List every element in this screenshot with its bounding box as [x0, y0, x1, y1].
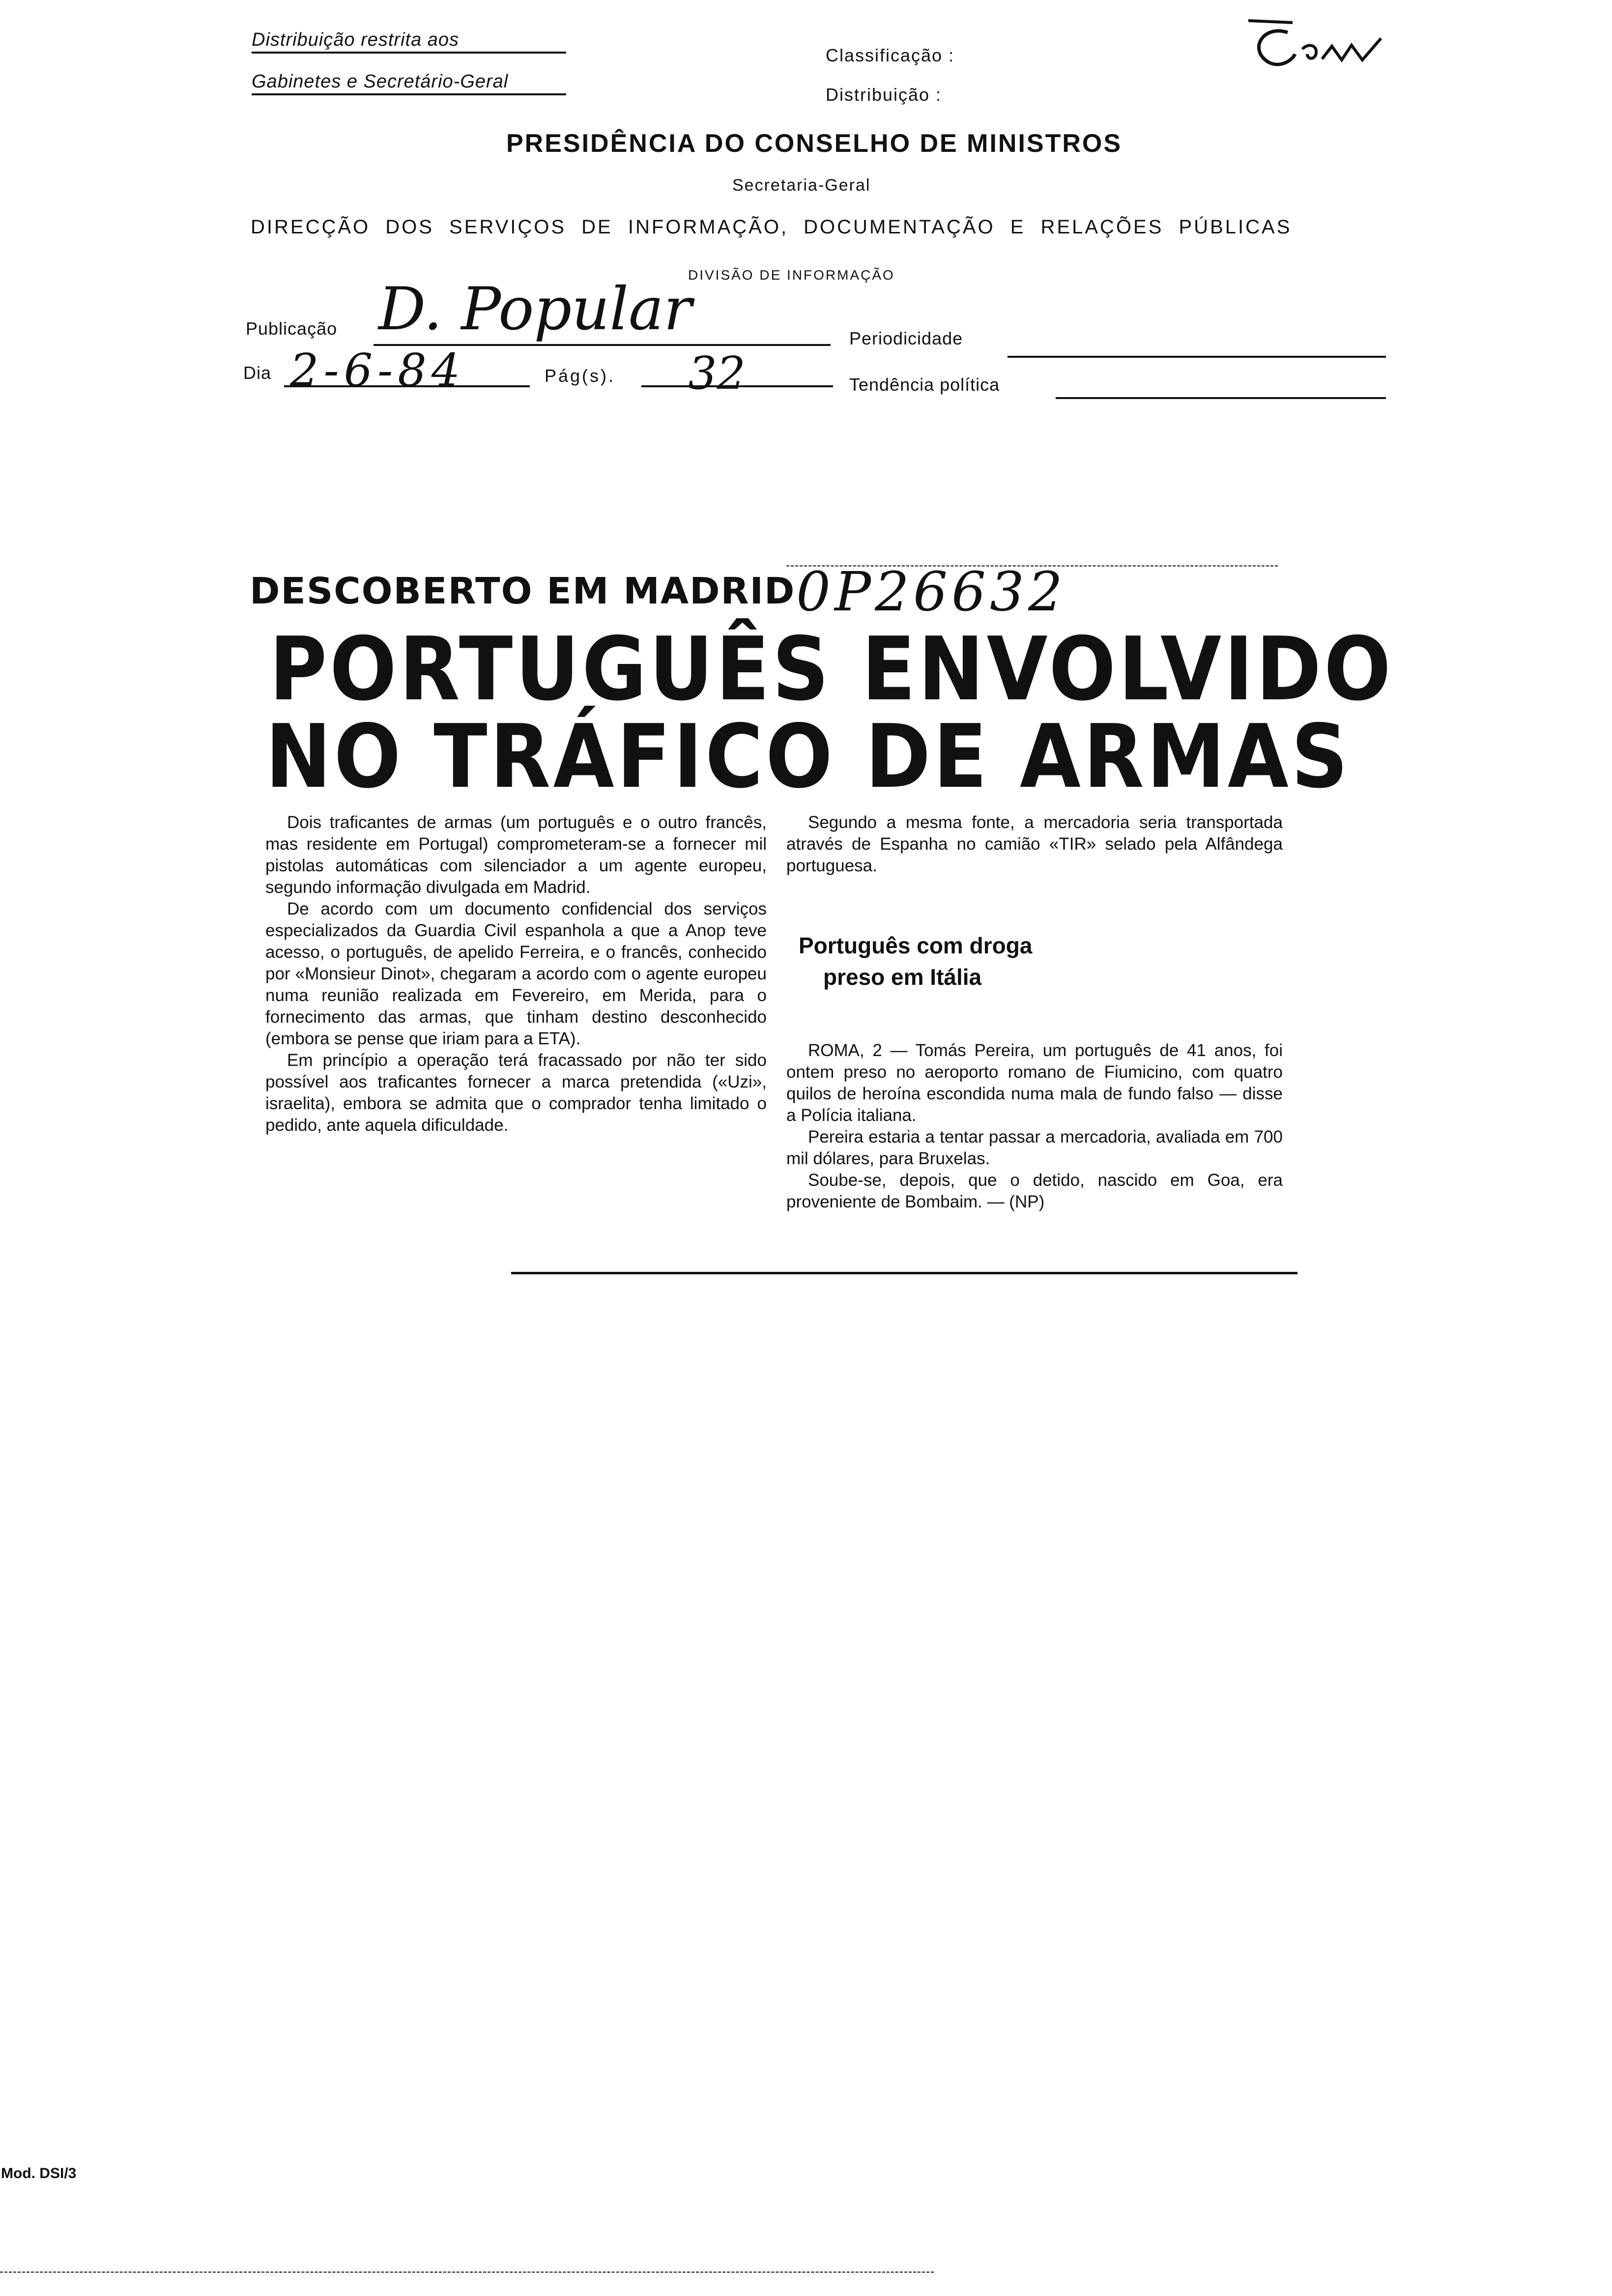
article-headline-line-2: NO TRÁFICO DE ARMAS: [265, 706, 1351, 807]
sub-headline-line-2: preso em Itália: [823, 964, 982, 990]
article-headline-line-1: PORTUGUÊS ENVOLVIDO: [269, 618, 1394, 720]
page-title: PRESIDÊNCIA DO CONSELHO DE MINISTROS: [506, 129, 1123, 158]
article-paragraph: ROMA, 2 — Tomás Pereira, um português de 41 anos, foi ontem preso no aeroporto romano de Fiumicino, com quatro quilos de heroína escondida numa mala de fundo falso — disse a Polícia italiana.: [786, 1041, 1283, 1125]
distribution-line-2: Gabinetes e Secretário-Geral: [252, 71, 566, 95]
publicacao-value: D. Popular: [378, 275, 692, 344]
distribuicao-label: Distribuição :: [826, 85, 942, 105]
article-paragraph: Dois traficantes de armas (um português e o outro francês, mas residente em Portugal) comprometeram-se a fornecer mil pistolas automáticas com silenciador a um agente europeu, segundo informação divulgada em Madrid.: [265, 813, 767, 897]
publicacao-label: Publicação: [246, 318, 338, 339]
direccao-title: DIRECÇÃO DOS SERVIÇOS DE INFORMAÇÃO, DOCUMENTAÇÃO E RELAÇÕES PÚBLICAS: [251, 216, 1292, 238]
article-paragraph: De acordo com um documento confidencial dos serviços especializados da Guardia Civil espanhola a que a Anop teve acesso, o português, de apelido Ferreira, e o francês, conhecido por «Monsieur Dinot», chegaram a acordo com o agente europeu numa reunião realizada em Fevereiro, em Merida, para o fornecimento das armas, que tinham destino desconhecido (embora se pense que iriam para a ETA).: [265, 899, 767, 1048]
tendencia-label: Tendência política: [849, 374, 1000, 395]
distribution-note: [252, 29, 566, 95]
pags-label: Pág(s).: [545, 366, 616, 386]
periodicidade-field: [1008, 356, 1386, 358]
corner-signature-mark: [1234, 15, 1396, 74]
distribution-line-1: Distribuição restrita aos: [252, 29, 566, 54]
secretaria-geral: Secretaria-Geral: [732, 176, 871, 195]
periodicidade-label: Periodicidade: [849, 328, 963, 348]
corner-handwriting: [1234, 15, 1396, 74]
archive-stamp: 0P26632: [796, 560, 1066, 623]
clipping-bottom-rule: [511, 1272, 1297, 1274]
tendencia-field: [1056, 397, 1386, 399]
dia-value: 2-6-84: [290, 344, 465, 397]
divisao-title: DIVISÃO DE INFORMAÇÃO: [688, 267, 895, 283]
model-code: Mod. DSI/3: [1, 2165, 77, 2181]
article-paragraph: Segundo a mesma fonte, a mercadoria seria transportada através de Espanha no camião «TIR» selado pela Alfândega portuguesa.: [786, 813, 1283, 875]
article-left-column: [265, 812, 767, 1136]
article-paragraph: Pereira estaria a tentar passar a mercadoria, avaliada em 700 mil dólares, para Bruxelas.: [786, 1127, 1283, 1168]
classificacao-label: Classificação :: [826, 45, 955, 65]
article-kicker: DESCOBERTO EM MADRID: [250, 570, 796, 612]
article-right-top: [786, 812, 1283, 877]
page-bottom-edge: [0, 2271, 934, 2273]
dia-label: Dia: [243, 363, 272, 383]
article-right-column: [786, 1040, 1283, 1213]
article-paragraph: Em princípio a operação terá fracassado por não ter sido possível aos traficantes fornecer a marca pretendida («Uzi», israelita), embora se admita que o comprador tenha limitado o pedido, ante aquela dificuldade.: [265, 1051, 767, 1135]
sub-headline: [799, 930, 1241, 993]
pags-value: 32: [688, 347, 746, 400]
sub-headline-line-1: Português com droga: [799, 933, 1033, 958]
article-paragraph: Soube-se, depois, que o detido, nascido em Goa, era proveniente de Bombaim. — (NP): [786, 1171, 1283, 1211]
